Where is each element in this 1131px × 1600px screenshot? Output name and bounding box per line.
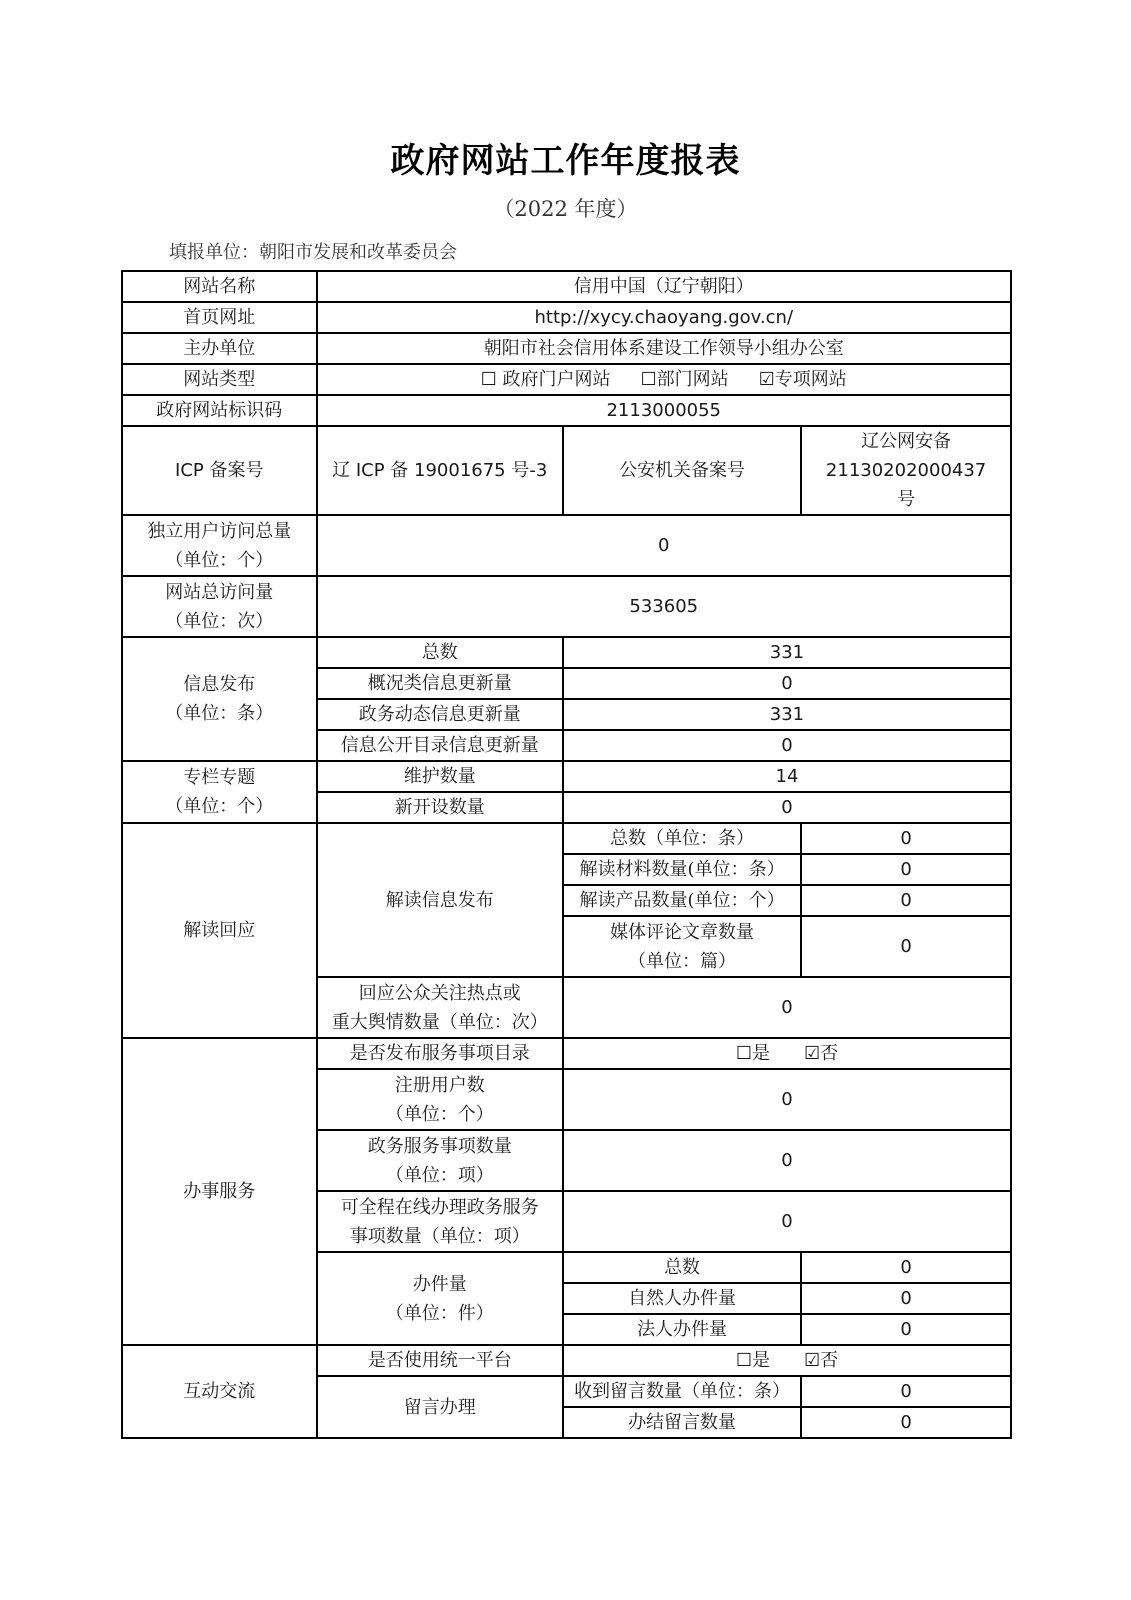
interact-msg-label: 留言办理	[317, 1376, 563, 1438]
service-catalog-yes-checkbox: ☐是	[735, 1043, 770, 1064]
table-row	[122, 515, 1011, 576]
interact-done-label: 办结留言数量	[563, 1407, 801, 1438]
table-row	[122, 395, 1011, 426]
table-row	[122, 637, 1011, 668]
site-name-label: 网站名称	[122, 271, 317, 302]
site-type-portal-checkbox: ☐ 政府门户网站	[480, 369, 611, 390]
info-total-label: 总数	[317, 637, 563, 668]
info-overview-label: 概况类信息更新量	[317, 668, 563, 699]
info-catalog-label: 信息公开目录信息更新量	[317, 730, 563, 761]
table-row	[122, 333, 1011, 364]
table-row	[122, 576, 1011, 637]
column-maintain-value: 14	[563, 761, 1011, 792]
column-new-value: 0	[563, 792, 1011, 823]
site-id-value: 2113000055	[317, 395, 1012, 426]
interpret-media-value: 0	[801, 916, 1011, 977]
info-news-value: 331	[563, 699, 1011, 730]
page-views-label: 网站总访问量 （单位：次）	[122, 576, 317, 637]
site-type-department-checkbox: ☐部门网站	[640, 369, 729, 390]
interpret-product-label: 解读产品数量(单位：个）	[563, 885, 801, 916]
column-label: 专栏专题 （单位：个）	[122, 761, 317, 823]
interact-platform-yes-checkbox: ☐是	[735, 1350, 770, 1371]
police-record-value: 辽公网安备 21130202000437 号	[801, 426, 1011, 515]
unique-visitors-value: 0	[317, 515, 1012, 576]
interpret-material-value: 0	[801, 854, 1011, 885]
service-cases-label: 办件量 （单位：件）	[317, 1252, 563, 1345]
service-online-value: 0	[563, 1191, 1011, 1252]
police-record-label: 公安机关备案号	[563, 426, 801, 515]
interact-done-value: 0	[801, 1407, 1011, 1438]
site-type-label: 网站类型	[122, 364, 317, 395]
table-row	[122, 302, 1011, 333]
table-row	[122, 823, 1011, 854]
column-new-label: 新开设数量	[317, 792, 563, 823]
info-catalog-value: 0	[563, 730, 1011, 761]
service-cases-total-value: 0	[801, 1252, 1011, 1283]
service-users-label: 注册用户数 （单位：个）	[317, 1069, 563, 1130]
info-news-label: 政务动态信息更新量	[317, 699, 563, 730]
sponsor-label: 主办单位	[122, 333, 317, 364]
service-catalog-no-checkbox: ☑否	[803, 1043, 839, 1064]
service-online-label: 可全程在线办理政务服务 事项数量（单位：项）	[317, 1191, 563, 1252]
service-catalog-label: 是否发布服务事项目录	[317, 1038, 563, 1069]
service-users-value: 0	[563, 1069, 1011, 1130]
site-id-label: 政府网站标识码	[122, 395, 317, 426]
interact-platform-no-checkbox: ☑否	[803, 1350, 839, 1371]
interpret-product-value: 0	[801, 885, 1011, 916]
site-type-options	[317, 364, 1012, 395]
service-catalog-options	[563, 1038, 1011, 1069]
site-type-special-checkbox: ☑专项网站	[758, 369, 847, 390]
service-natural-value: 0	[801, 1283, 1011, 1314]
interpret-publish-label: 解读信息发布	[317, 823, 563, 977]
service-items-value: 0	[563, 1130, 1011, 1191]
service-legal-value: 0	[801, 1314, 1011, 1345]
report-year: （2022 年度）	[493, 197, 638, 221]
interact-platform-options	[563, 1345, 1011, 1376]
service-label: 办事服务	[122, 1038, 317, 1345]
table-row	[122, 426, 1011, 515]
report-table	[121, 270, 1012, 1439]
column-maintain-label: 维护数量	[317, 761, 563, 792]
page-title: 政府网站工作年度报表	[390, 141, 741, 181]
unique-visitors-label: 独立用户访问总量 （单位：个）	[122, 515, 317, 576]
interpret-material-label: 解读材料数量(单位：条）	[563, 854, 801, 885]
table-row	[122, 1345, 1011, 1376]
filling-unit: 填报单位：朝阳市发展和改革委员会	[169, 242, 457, 263]
homepage-label: 首页网址	[122, 302, 317, 333]
interpret-total-value: 0	[801, 823, 1011, 854]
service-natural-label: 自然人办件量	[563, 1283, 801, 1314]
table-row	[122, 761, 1011, 792]
page-views-value: 533605	[317, 576, 1012, 637]
interpret-respond-label: 回应公众关注热点或 重大舆情数量（单位：次）	[317, 977, 563, 1038]
icp-value: 辽 ICP 备 19001675 号-3	[317, 426, 563, 515]
interpret-respond-value: 0	[563, 977, 1011, 1038]
site-name-value: 信用中国（辽宁朝阳）	[317, 271, 1012, 302]
sponsor-value: 朝阳市社会信用体系建设工作领导小组办公室	[317, 333, 1012, 364]
service-legal-label: 法人办件量	[563, 1314, 801, 1345]
interact-label: 互动交流	[122, 1345, 317, 1438]
homepage-value: http://xycy.chaoyang.gov.cn/	[317, 302, 1012, 333]
interpret-media-label: 媒体评论文章数量 （单位：篇）	[563, 916, 801, 977]
interact-platform-label: 是否使用统一平台	[317, 1345, 563, 1376]
table-row	[122, 271, 1011, 302]
info-overview-value: 0	[563, 668, 1011, 699]
table-row	[122, 1038, 1011, 1069]
info-publish-label: 信息发布 （单位：条）	[122, 637, 317, 761]
service-cases-total-label: 总数	[563, 1252, 801, 1283]
interact-received-label: 收到留言数量（单位：条）	[563, 1376, 801, 1407]
icp-label: ICP 备案号	[122, 426, 317, 515]
interact-received-value: 0	[801, 1376, 1011, 1407]
interpret-total-label: 总数（单位：条）	[563, 823, 801, 854]
service-items-label: 政务服务事项数量 （单位：项）	[317, 1130, 563, 1191]
table-row	[122, 364, 1011, 395]
interpret-label: 解读回应	[122, 823, 317, 1038]
info-total-value: 331	[563, 637, 1011, 668]
